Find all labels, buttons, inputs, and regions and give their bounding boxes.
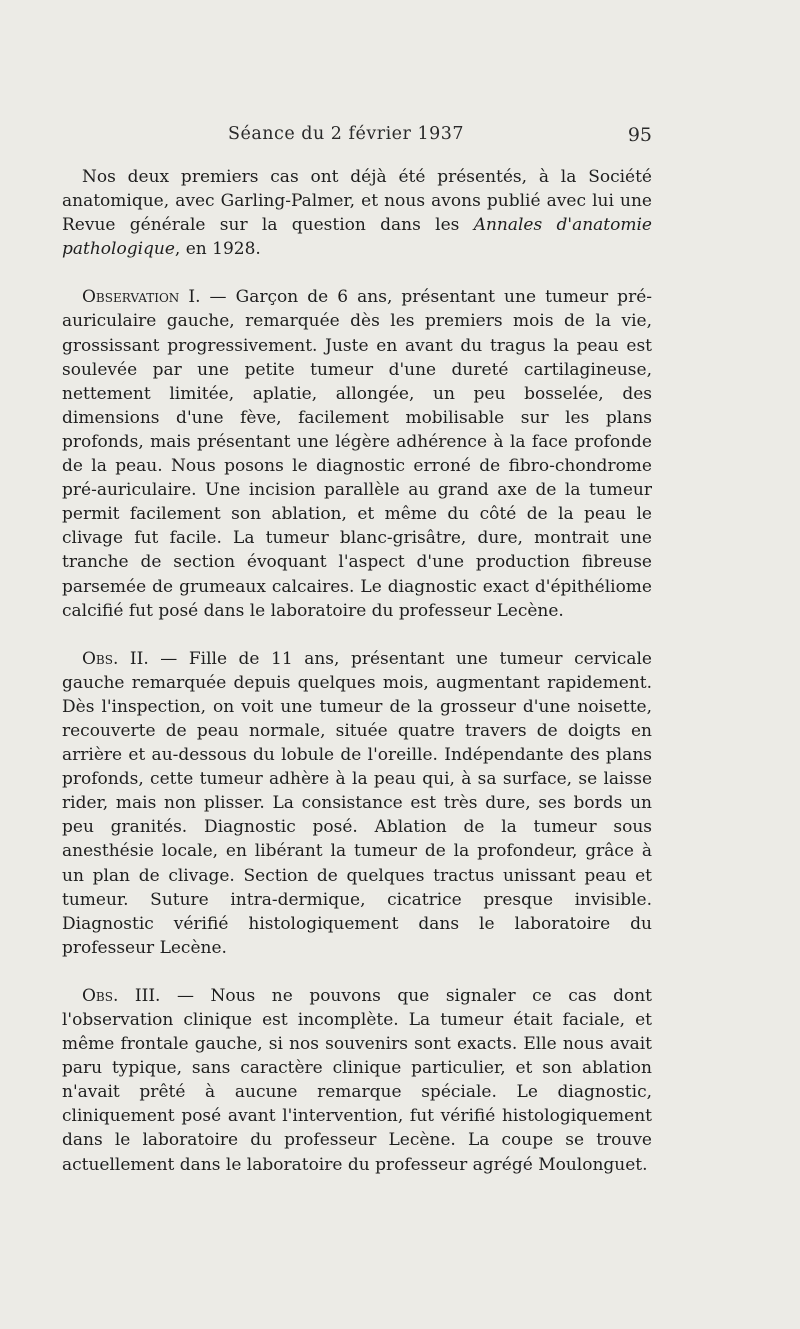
intro-text-after: , en 1928. (174, 239, 261, 260)
body-text (62, 165, 652, 1177)
running-title: Séance du 2 février 1937 (228, 124, 465, 144)
intro-paragraph (62, 165, 652, 261)
page-number: 95 (627, 124, 652, 146)
observation-3 (62, 984, 652, 1177)
observation-2-heading: Obs. II. (82, 648, 149, 669)
observation-1 (62, 285, 652, 622)
observation-3-heading: Obs. III. (82, 985, 161, 1006)
running-head (62, 124, 652, 154)
observation-2-text: — Fille de 11 ans, présentant une tumeur cervicale gauche remarquée depuis quelques mois, augmentant rapidement. Dès l'inspection, on voit une tumeur de la grosseur d'une noisette, recouverte de peau normale, située quatre travers de doigts en arrière et au-dessous du lobule de l'oreille. Indépendante des plans profonds, cette tumeur adhère à la peau qui, à sa surface, se laisse rider, mais non plisser. La consistance est très dure, ses bords un peu granités. Diagnostic posé. Ablation de la tumeur sous anesthésie locale, en libérant la tumeur de la profondeur, grâce à un plan de clivage. Section de quelques tractus unissant peau et tumeur. Suture intra-dermique, cicatrice presque invisible. Diagnostic vérifié histologiquement dans le laboratoire du professeur Lecène. (62, 648, 652, 958)
observation-1-text: — Garçon de 6 ans, présentant une tumeur pré-auriculaire gauche, remarquée dès les premiers mois de la vie, grossissant progressivement. Juste en avant du tragus la peau est soulevée par une petite tumeur d'une dureté cartilagineuse, nettement limitée, aplatie, allongée, un peu bosselée, des dimensions d'une fève, facilement mobilisable sur les plans profonds, mais présentant une légère adhérence à la face profonde de la peau. Nous posons le diagnostic erroné de fibro-chondrome pré-auriculaire. Une incision parallèle au grand axe de la tumeur permit facilement son ablation, et même du côté de la peau le clivage fut facile. La tumeur blanc-grisâtre, dure, montrait une tranche de section évoquant l'aspect d'une production fibreuse parsemée de grumeaux calcaires. Le diagnostic exact d'épithéliome calcifié fut posé dans le laboratoire du professeur Lecène. (62, 287, 652, 621)
observation-3-text: — Nous ne pouvons que signaler ce cas dont l'observation clinique est incomplète. La tumeur était faciale, et même frontale gauche, si nos souvenirs sont exacts. Elle nous avait paru typique, sans caractère clinique particulier, et son ablation n'avait prêté à aucune remarque spéciale. Le diagnostic, cliniquement posé avant l'intervention, fut vérifié histologiquement dans le laboratoire du professeur Lecène. La coupe se trouve actuellement dans le laboratoire du professeur agrégé Moulonguet. (62, 985, 652, 1175)
observation-2 (62, 647, 652, 960)
intro-text-before: Nos deux premiers cas ont déjà été présentés, à la Société anatomique, avec Garling-Palmer, et nous avons publié avec lui une Revue générale sur la question dans les (62, 167, 652, 236)
observation-1-heading: Observation I. (82, 287, 201, 308)
journal-title: Annales d'anatomie pathologique (62, 215, 652, 260)
